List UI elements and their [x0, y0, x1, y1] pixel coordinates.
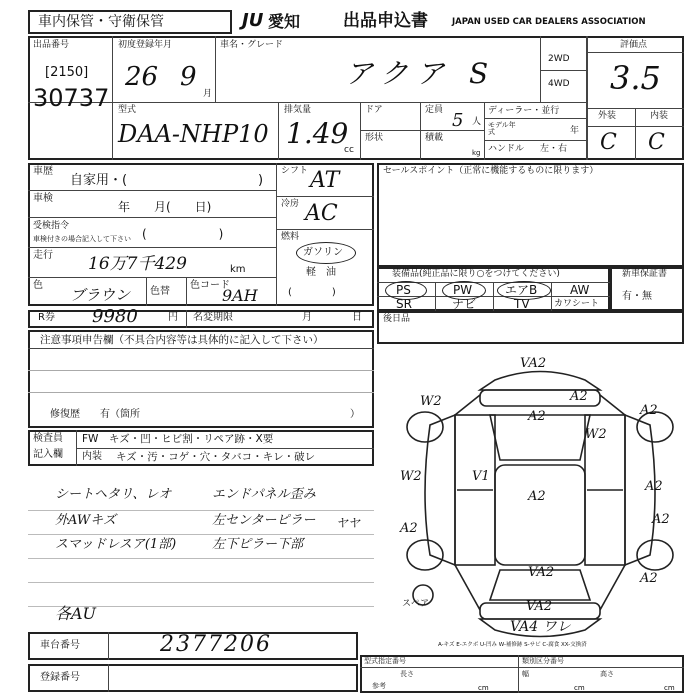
warranty-note: 車検付きの場合記入して下さい	[33, 235, 131, 243]
equip-tv: TV	[514, 297, 530, 311]
door-label: ドア	[365, 105, 383, 115]
repair-history: 修復歴 有（箇所	[50, 409, 140, 420]
first-reg-label: 初度登録年月	[118, 40, 173, 50]
equip-sr: SR	[396, 297, 412, 311]
damage-mark-11: A2	[652, 512, 670, 527]
equip-circle-ps	[385, 281, 427, 300]
equip-circle-airbag	[497, 281, 551, 300]
load-label: 積載	[425, 133, 444, 143]
damage-mark-6: V1	[472, 469, 490, 484]
km-unit: km	[230, 264, 246, 275]
ju-logo: JU	[242, 10, 264, 31]
damage-mark-9: W2	[400, 469, 422, 484]
warranty-paren: ( )	[142, 227, 224, 241]
footer-damage-mark: VA4 ワレ	[510, 619, 571, 635]
color: ブラウン	[70, 286, 131, 304]
repair-history-close: ）	[350, 409, 360, 420]
score-label: 評価点	[620, 40, 648, 50]
entry-label: 記入欄	[33, 449, 63, 460]
logo-aichi: 愛知	[268, 12, 301, 31]
comment-left-3: スマッドレスア(1部)	[55, 537, 177, 552]
reg-number-label: 登録番号	[40, 672, 80, 683]
mileage-label: 走行	[33, 250, 53, 261]
sales-point-block	[377, 163, 684, 267]
history-value: 自家用・(	[70, 173, 128, 188]
comment-suffix: ヤヤ	[336, 516, 361, 530]
damage-mark-1: W2	[420, 394, 442, 409]
fuel-paren: ( )	[288, 287, 336, 298]
damage-mark-13: A2	[640, 571, 658, 586]
exterior-grade: C	[600, 130, 617, 155]
equip-kawa-seat: カワシート	[554, 299, 600, 309]
dealer-parallel: ディーラー・並行	[488, 106, 560, 116]
new-guarantee-label: 新車保証書	[622, 269, 668, 279]
aircon: AC	[305, 201, 338, 226]
capacity-unit: 人	[472, 117, 482, 127]
year-unit: 年	[570, 126, 580, 136]
inspector-label: 検査員	[33, 433, 63, 444]
type-designation-label: 型式指定番号	[364, 657, 406, 665]
reference-label: 参考	[372, 682, 386, 690]
fuel-label: 燃料	[281, 232, 300, 242]
chassis-number: 2377206	[160, 632, 272, 657]
drive-2wd: 2WD	[548, 54, 570, 64]
damage-mark-4: A2	[640, 403, 658, 418]
history-label: 車歴	[33, 166, 53, 177]
fuel-gasoline: ガソリン	[303, 247, 343, 258]
sales-point-label: セールスポイント（正常に機能するものに限ります）	[383, 166, 599, 176]
chassis-label: 車台番号	[40, 640, 80, 651]
bottom-note: 各AU	[55, 604, 97, 623]
color-swap-label: 色替	[150, 286, 170, 297]
color-code-label: 色コード	[190, 280, 230, 291]
mileage: 16万7千429	[88, 254, 187, 274]
name-change-month: 月	[302, 312, 312, 323]
r-ticket-label: R券	[38, 312, 55, 323]
capacity-label: 定員	[425, 105, 444, 115]
shift-label: シフト	[281, 166, 309, 176]
damage-mark-10: A2	[400, 521, 418, 536]
model-code: DAA-NHP10	[118, 120, 269, 148]
reg-year: 26	[125, 62, 159, 92]
damage-mark-rear: VA2	[526, 599, 553, 614]
width-label: 幅	[522, 670, 529, 678]
color-code: 9AH	[222, 286, 258, 305]
comment-right-3: 左下ピラー下部	[212, 537, 304, 552]
interior-grade: C	[648, 130, 665, 155]
inspection-label: 車検	[33, 193, 53, 204]
shape-label: 形状	[365, 133, 384, 143]
reg-month: 9	[180, 62, 197, 92]
inspection-row2: キズ・汚・コゲ・穴・タバコ・キレ・破レ	[116, 451, 316, 463]
damage-mark-8: A2	[645, 479, 663, 494]
inspection-value: 年 月( 日)	[118, 200, 212, 214]
exterior-label: 外装	[598, 111, 617, 121]
model-year-label: モデル年式	[488, 121, 516, 136]
score: 3.5	[610, 59, 661, 97]
comment-left-1: シートヘタリ、レオ	[55, 487, 172, 502]
rear-items-label: 後日品	[383, 314, 411, 324]
length-cm: cm	[478, 684, 489, 692]
drive-4wd: 4WD	[548, 79, 570, 89]
equip-airbag: エアB	[505, 283, 538, 297]
model-label: 型式	[118, 105, 137, 115]
category-label: 類別区分番号	[522, 657, 564, 665]
damage-mark-12: VA2	[528, 565, 555, 580]
width-cm: cm	[574, 684, 585, 692]
cc-unit: cc	[344, 145, 354, 155]
damage-mark-front: VA2	[520, 356, 547, 371]
spare-label: スペア	[402, 599, 430, 609]
length-label: 長さ	[400, 670, 414, 678]
displacement-label: 排気量	[284, 105, 312, 115]
month-unit: 月	[203, 89, 213, 99]
r-ticket-value: 9980	[92, 306, 138, 327]
equip-pw: PW	[453, 283, 473, 297]
security-storage-label: 車内保管・守衛保管	[38, 14, 164, 30]
warranty-label: 受検指令	[33, 221, 70, 231]
comment-left-2: 外AWキズ	[55, 513, 116, 528]
handle-options: 左・右	[540, 144, 568, 154]
form-title: 出品申込書	[343, 11, 428, 31]
equip-circle-pw	[442, 281, 486, 300]
handle-label: ハンドル	[488, 144, 525, 154]
yen-unit: 円	[168, 312, 178, 323]
interior-label: 内装	[650, 111, 669, 121]
displacement: 1.49	[286, 117, 349, 150]
shift: AT	[310, 168, 340, 193]
rear-items-block	[377, 311, 684, 344]
name-change-label: 名変期限	[193, 312, 233, 323]
kg-unit: kg	[472, 149, 481, 157]
comment-right-2: 左センターピラー	[212, 513, 316, 528]
height-cm: cm	[664, 684, 675, 692]
equip-aw: AW	[570, 283, 590, 297]
equip-ps: PS	[396, 283, 411, 297]
damage-mark-5: W2	[585, 427, 607, 442]
comment-right-1: エンドパネル歪み	[212, 487, 316, 502]
height-label: 高さ	[600, 670, 614, 678]
color-label: 色	[33, 280, 43, 291]
capacity: 5	[452, 110, 464, 131]
damage-legend: A-キズ E-エクボ U-凹み W-補修跡 S-サビ C-腐食 XX-交換済	[438, 642, 587, 648]
car-name: アクア S	[345, 57, 497, 90]
inspection-row1: FW キズ・凹・ヒビ割・リペア跡・X要	[82, 433, 274, 445]
name-grade-label: 車名・グレード	[220, 40, 284, 50]
fuel-gasoline-circle	[296, 242, 356, 264]
lot-number: 30737	[33, 84, 110, 112]
fuel-diesel: 軽 油	[306, 267, 336, 278]
inspection-row2-label: 内装	[82, 451, 102, 462]
aircon-label: 冷房	[281, 199, 300, 209]
lot-number-label: 出品番号	[33, 40, 70, 50]
association-name: JAPAN USED CAR DEALERS ASSOCIATION	[452, 17, 646, 27]
damage-mark-3: A2	[570, 389, 588, 404]
damage-mark-7: A2	[528, 489, 546, 504]
guarantee-options: 有・無	[622, 291, 652, 302]
history-paren-close: )	[258, 173, 264, 188]
name-change-day: 日	[352, 312, 362, 323]
notes-header: 注意事項申告欄（不具合内容等は具体的に記入して下さい）	[40, 334, 324, 346]
lot-bracket: [2150]	[45, 65, 89, 80]
equip-navi: ナビ	[452, 297, 477, 311]
equipment-label: 装備品(純正品に限り○をつけてください)	[392, 269, 560, 279]
damage-mark-2: A2	[528, 409, 546, 424]
